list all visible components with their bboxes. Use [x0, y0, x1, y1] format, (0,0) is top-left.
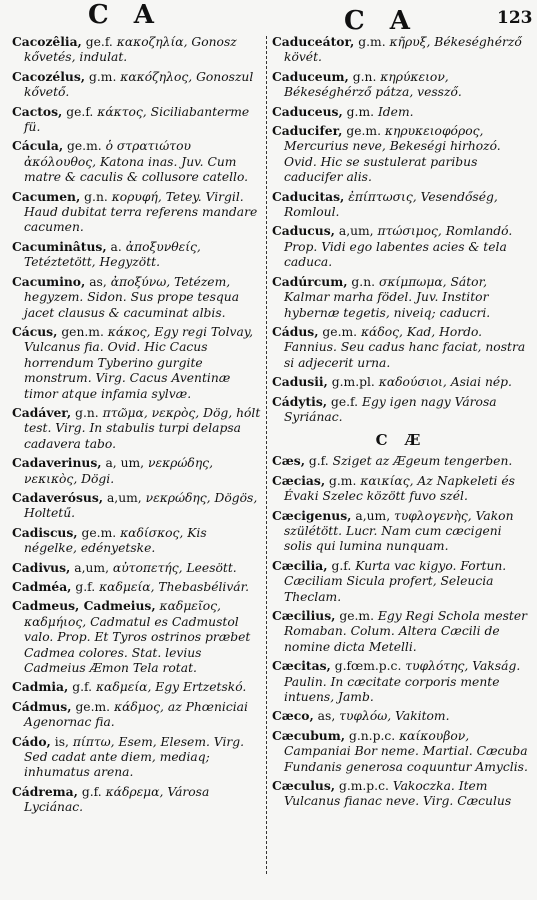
grammar-info: g.n.	[352, 69, 377, 84]
headword: Cacumino,	[12, 273, 86, 289]
dictionary-entry	[272, 473, 530, 505]
greek-equivalent: πτῶμα, νεκρὸς,	[102, 405, 200, 420]
dictionary-entry	[12, 560, 262, 576]
headword: Cæs,	[272, 453, 305, 469]
headword: Cactos,	[12, 103, 63, 119]
definition: Dögös, Holtetű.	[24, 490, 258, 521]
greek-equivalent: κάκτος,	[97, 104, 147, 119]
dictionary-entry	[272, 508, 530, 555]
definition: Dögi.	[81, 471, 115, 486]
definition: Katona inas. Juv. Cum matre & caculis & collusore catello.	[24, 154, 249, 185]
definition: Vakság. Paulin. In cæcitate corporis mente intuens, Jamb.	[284, 659, 521, 705]
grammar-info: a,um,	[355, 508, 391, 523]
grammar-info: g.m.	[89, 69, 117, 84]
headword: Cadiscus,	[12, 524, 78, 540]
greek-equivalent: νεκρώδης,	[145, 490, 211, 505]
grammar-info: ge.m.	[346, 124, 381, 139]
greek-equivalent: κῆρυξ,	[389, 35, 431, 49]
dictionary-entry	[272, 374, 530, 390]
grammar-info: ge.m.	[81, 525, 117, 540]
page-number: 123	[497, 8, 533, 28]
greek-equivalent: ἀποξύνω,	[110, 274, 171, 289]
greek-equivalent: καδμεῖος, καδμήιος,	[24, 599, 221, 629]
headword: Cadúrcum,	[272, 273, 348, 289]
greek-equivalent: πίπτω,	[72, 734, 115, 749]
headword: Cádrema,	[12, 783, 78, 799]
definition: Campaniai Bor neme. Martial. Cæcuba Fundanis generosa coquuntur Amyclis.	[284, 744, 528, 774]
headword: Cácula,	[12, 138, 64, 154]
headword: Cádus,	[272, 323, 319, 339]
definition: Sziget az Ægeum tengerben.	[332, 454, 513, 469]
headword: Caduceum,	[272, 68, 349, 84]
greek-equivalent: κακοζηλία,	[116, 35, 188, 49]
greek-equivalent: τυφλότης,	[405, 659, 469, 674]
definition: Vakoczka. Item Vulcanus fianac neve. Virg. Cæculus	[284, 779, 512, 809]
greek-equivalent: ἐπίπτωσις,	[348, 189, 417, 204]
definition: Egy regi Tolvay, Vulcanus fia. Ovid. Hic Cacus horrendum Tyberino gurgite monstrum. Virg. Cacus Aventinæ timor atque infamia sylvæ.	[24, 324, 254, 401]
greek-equivalent: κακόζηλος,	[120, 69, 193, 84]
definition: Az Napkeleti és Évaki Szelec között fuvo szél.	[284, 473, 515, 504]
grammar-info: g.m.pl.	[331, 375, 375, 390]
grammar-info: a.	[110, 239, 122, 254]
definition: Kurta vac kigyo. Fortun. Cæciliam Sicula profert, Seleucia Theclam.	[284, 558, 507, 604]
headword: Caducifer,	[272, 123, 343, 139]
headword: Cæculus,	[272, 778, 336, 794]
grammar-info: a,um,	[74, 560, 109, 575]
greek-equivalent: πτώσιμος,	[377, 224, 442, 239]
greek-equivalent: κηρύκειον,	[380, 69, 449, 84]
definition: Kad, Hordo. Fannius. Seu cadus hanc faciat, nostra si adjecerit urna.	[284, 324, 526, 370]
grammar-info: g.n.	[75, 405, 99, 420]
greek-equivalent: αὐτοπετής,	[112, 560, 183, 575]
headword: Cæcitas,	[272, 658, 331, 674]
greek-equivalent: νεκρώδης, νεκικὸς,	[24, 456, 213, 486]
dictionary-entry	[12, 138, 262, 185]
grammar-info: a, um,	[105, 456, 145, 471]
headword: Caducus,	[272, 223, 335, 239]
greek-equivalent: ἀποξυνθείς,	[125, 239, 201, 254]
dictionary-entry	[272, 608, 530, 655]
running-head-left: C A	[88, 0, 162, 30]
headword: Cæcilius,	[272, 608, 336, 623]
grammar-info: as,	[89, 274, 107, 289]
dictionary-entry	[272, 658, 530, 705]
dictionary-entry	[12, 525, 262, 557]
headword: Caduceus,	[272, 103, 343, 119]
dictionary-entry	[272, 778, 530, 810]
dictionary-entry	[272, 223, 530, 270]
grammar-info: g.fœm.p.c.	[334, 659, 402, 674]
definition: Asiai nép.	[450, 375, 512, 390]
dictionary-entry	[12, 189, 262, 236]
headword: Cadmia,	[12, 679, 69, 695]
definition: Sátor, Kalmar marha födel. Juv. Institor hybernæ tegetis, niveiq; caducri.	[284, 274, 491, 320]
grammar-info: ge.m.	[67, 139, 102, 154]
headword: Cacuminâtus,	[12, 238, 107, 254]
grammar-info: g.m.	[329, 473, 357, 488]
headword: Cacozélus,	[12, 68, 86, 84]
greek-equivalent: κάκος,	[107, 324, 151, 339]
grammar-info: g.m.p.c.	[338, 779, 389, 794]
headword: Cadmeus, Cadmeius,	[12, 598, 156, 614]
headword: Cadaverósus,	[12, 489, 104, 505]
grammar-info: ge.f.	[330, 394, 359, 409]
headword: Cadivus,	[12, 559, 71, 575]
headword: Cádo,	[12, 733, 51, 749]
grammar-info: ge.f.	[85, 35, 113, 49]
grammar-info: gen.m.	[61, 324, 104, 339]
definition: Vesendőség, Romloul.	[284, 189, 498, 220]
dictionary-entry	[272, 453, 530, 469]
definition: Egy Ertzetskó.	[155, 680, 247, 695]
grammar-info: ge.m.	[75, 699, 111, 714]
section-heading: C Æ	[375, 431, 427, 450]
definition: Vakitom.	[395, 709, 450, 724]
grammar-info: g.n.	[84, 189, 108, 204]
greek-equivalent: καικίας,	[360, 473, 414, 488]
definition: Tetéztetött, Hegyzött.	[24, 255, 160, 270]
dictionary-entry	[272, 69, 530, 101]
headword: Cæcubum,	[272, 727, 346, 743]
greek-equivalent: κηρυκειοφόρος,	[384, 124, 484, 139]
definition: Tetézem, hegyzem. Sidon. Sus prope tesqua jacet clausus & cacuminat albis.	[24, 274, 240, 320]
headword: Cadáver,	[12, 404, 72, 420]
dictionary-entry	[12, 734, 262, 781]
greek-equivalent: καδμεία,	[99, 580, 155, 594]
definition: Egy Regi Schola mester Romaban. Colum. Altera Cæcili de nomine dicta Metelli.	[284, 609, 528, 654]
headword: Cæcilia,	[272, 557, 328, 573]
definition: az Phœniciai Agenornac fia.	[24, 699, 248, 730]
dictionary-entry	[12, 579, 262, 595]
headword: Cadusii,	[272, 374, 328, 390]
grammar-info: as,	[317, 709, 336, 724]
greek-equivalent: τυφλογενὴς,	[394, 508, 472, 523]
greek-equivalent: κάδρεμα,	[105, 784, 164, 799]
headword: Caducitas,	[272, 188, 345, 204]
dictionary-entry	[272, 708, 530, 724]
greek-equivalent: καδίσκος,	[120, 525, 184, 540]
grammar-info: is,	[54, 734, 69, 749]
headword: Cadaverinus,	[12, 455, 102, 471]
definition: Városa Lyciánac.	[24, 784, 210, 815]
dictionary-entry	[272, 558, 530, 605]
definition: Siciliabanterme fü.	[24, 104, 250, 135]
headword: Cádmus,	[12, 698, 72, 714]
left-column	[12, 34, 262, 819]
grammar-info: ge.f.	[66, 104, 94, 119]
running-head-right: C A	[344, 6, 418, 36]
grammar-info: a,um,	[106, 490, 142, 505]
dictionary-entry	[12, 34, 262, 66]
grammar-info: ge.m.	[339, 609, 374, 623]
grammar-info: g.f.	[331, 558, 352, 573]
dictionary-entry	[272, 324, 530, 371]
headword: Cacumen,	[12, 188, 81, 204]
headword: Cæcias,	[272, 472, 326, 488]
headword: Cadméa,	[12, 579, 72, 594]
definition: Cadmatul es Cadmustol valo. Prop. Et Tyros ostrinos præbet Cadmea colores. Stat. levius Cadmeius Æmon Tela rotat.	[24, 614, 251, 676]
grammar-info: ge.m.	[322, 324, 358, 339]
definition: Kis négelke, edényetske.	[24, 525, 207, 556]
definition: Romlandó. Prop. Vidi ego labentes acies & tela caduca.	[284, 224, 513, 270]
greek-equivalent: κορυφή,	[111, 189, 162, 204]
definition: Tetey. Virgil. Haud dubitat terra referens mandare cacumen.	[24, 189, 258, 235]
definition: Békeséghérző kövét.	[284, 35, 522, 65]
dictionary-entry	[12, 679, 262, 695]
definition: Dög, hólt test. Virg. In stabulis turpi delapsa cadavera tabo.	[24, 405, 261, 451]
definition: Gonosz kővetés, indulat.	[24, 35, 237, 65]
dictionary-entry	[272, 189, 530, 221]
dictionary-entry	[12, 699, 262, 731]
greek-equivalent: καδμεία,	[95, 680, 152, 695]
definition: Egy igen nagy Városa Syriánac.	[284, 394, 497, 424]
greek-equivalent: ὁ στρατιώτου ἀκόλουθος,	[24, 139, 191, 169]
greek-equivalent: σκίμπωμα,	[378, 274, 447, 289]
dictionary-entry	[12, 784, 262, 816]
dictionary-entry	[12, 69, 262, 101]
definition: Vakon szülétött. Lucr. Nam cum cæcigeni solis qui lumina nunquam.	[284, 508, 514, 554]
grammar-info: g.f.	[81, 784, 102, 799]
dictionary-entry	[272, 274, 530, 321]
dictionary-entry	[12, 490, 262, 522]
headword: Cádytis,	[272, 393, 328, 409]
dictionary-entry	[272, 104, 530, 120]
dictionary-entry	[272, 123, 530, 186]
greek-equivalent: τυφλόω,	[339, 709, 392, 724]
dictionary-entry	[12, 104, 262, 136]
definition: Mercurius neve, Bekeségi hirhozó. Ovid. Hic se sustulerat paribus caducifer alis.	[284, 139, 501, 185]
grammar-info: g.f.	[308, 454, 329, 469]
definition: Gonoszul kővető.	[24, 69, 254, 100]
headword: Cæco,	[272, 708, 314, 724]
dictionary-entry	[12, 455, 262, 487]
grammar-info: a,um,	[338, 224, 374, 239]
dictionary-entry	[272, 394, 530, 426]
grammar-info: g.n.	[351, 274, 376, 289]
grammar-info: g.n.p.c.	[348, 728, 396, 743]
grammar-info: g.f.	[75, 580, 96, 594]
dictionary-entry	[272, 34, 530, 66]
dictionary-entry	[12, 598, 262, 676]
headword: Caduceátor,	[272, 34, 355, 49]
definition: Leesött.	[186, 560, 237, 575]
headword: Cæcigenus,	[272, 507, 352, 523]
grammar-info: g.f.	[72, 680, 93, 695]
greek-equivalent: κάδμος,	[114, 699, 164, 714]
headword: Cacozêlia,	[12, 34, 82, 49]
right-column	[272, 34, 530, 813]
dictionary-entry	[12, 324, 262, 402]
definition: Békeséghérző pátza, vessző.	[284, 85, 462, 100]
greek-equivalent: καίκουβον,	[399, 728, 470, 743]
definition: Thebasbélivár.	[158, 580, 250, 594]
dictionary-entry	[12, 274, 262, 321]
dictionary-entry	[272, 728, 530, 775]
headword: Cácus,	[12, 323, 58, 339]
grammar-info: g.m.	[346, 104, 375, 119]
grammar-info: g.m.	[358, 35, 386, 49]
dictionary-entry	[12, 405, 262, 452]
greek-equivalent: καδούσιοι,	[378, 375, 447, 390]
greek-equivalent: κάδος,	[360, 324, 403, 339]
dictionary-entry	[12, 239, 262, 271]
definition: Esem, Elesem. Virg. Sed cadat ante diem, mediaq; inhumatus arena.	[24, 734, 245, 780]
definition: Idem.	[377, 104, 414, 119]
column-divider	[266, 36, 267, 874]
